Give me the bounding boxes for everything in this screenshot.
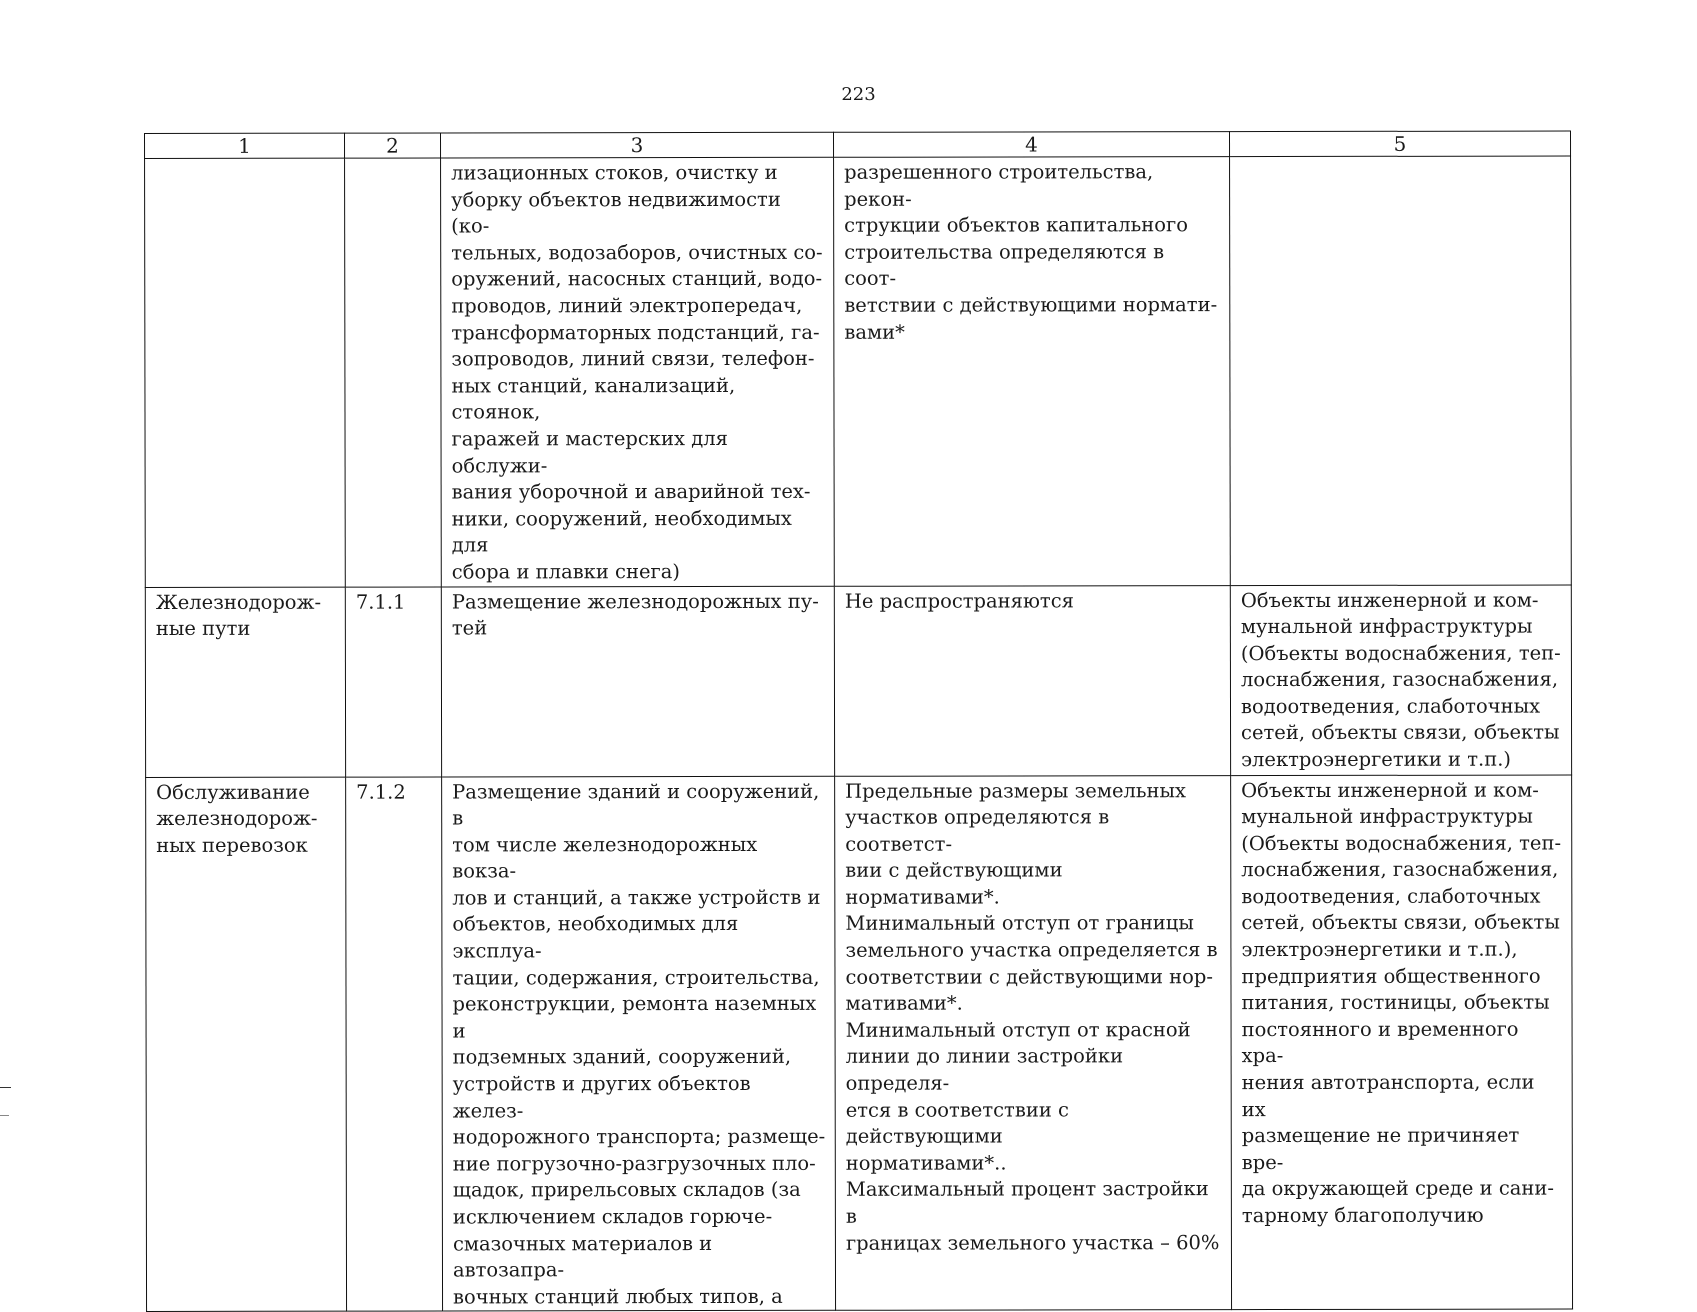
cell-description xyxy=(442,776,836,1312)
land-use-table xyxy=(144,131,1573,1312)
cell-parameters-text: Предельные размеры земельных участков определяются в соответст- вии с действующими нормативами*. Минимальный отступ от границы земельного участка определяется в соответствии с действующими нор- мативами*. Минимальный отступ от красной линии до линии застройки определя- ется в соответствии с действующими нормативами*.. Максимальный процент застройки в границах земельного участка – 60% xyxy=(845,778,1222,1257)
cell-parameters-text: разрешенного строительства, рекон- струкции объектов капитального строительства определяются в соот- ветствии с действующими нормати- вами* xyxy=(844,159,1220,346)
cell-name xyxy=(145,587,345,777)
cell-code xyxy=(345,586,441,776)
cell-name xyxy=(145,158,346,587)
column-header-3: 3 xyxy=(441,132,834,158)
cell-code xyxy=(346,776,443,1311)
cell-code-text: 7.1.2 xyxy=(356,779,432,806)
cell-auxiliary xyxy=(1231,775,1573,1310)
cell-description-text: лизационных стоков, очистку и уборку объектов недвижимости (ко- тельных, водозаборов, очистных со- оружений, насосных станций, водо- проводов, линий электропередач, трансформаторных подстанций, га- зопроводов, линий связи, телефон- ных станций, канализаций, стоянок, гаражей и мастерских для обслужи- вания уборочной и аварийной тех- ники, сооружений, необходимых для сбора и плавки снега) xyxy=(451,160,825,586)
table-row-railway-tracks xyxy=(145,585,1571,777)
cell-code xyxy=(345,158,442,587)
cell-name-text: Обслуживание железнодорож- ных перевозок xyxy=(156,779,336,859)
margin-mark xyxy=(0,1087,11,1088)
header-row xyxy=(145,131,1571,158)
column-header-4: 4 xyxy=(833,132,1229,158)
cell-auxiliary-text: Объекты инженерной и ком- мунальной инфраструктуры (Объекты водоснабжения, теп- лоснабжения, газоснабжения, водоотведения, слаботочных сетей, объекты связи, объекты электроэнергетики и т.п.) xyxy=(1241,587,1562,774)
cell-description-text: Размещение зданий и сооружений, в том числе железнодорожных вокза- лов и станций, а также устройств и объектов, необходимых для эксплуа- тации, содержания, строительства, реконструкции, ремонта наземных и подземных зданий, сооружений, устройств и других объектов желез- нодорожного транспорта; размеще- ние погрузочно-разгрузочных пло- щадок, прирельсовых складов (за исключением складов горюче- смазочных материалов и автозапра- вочных станций любых типов, а xyxy=(452,778,826,1311)
cell-auxiliary-text xyxy=(1240,159,1561,160)
table-row-continued xyxy=(145,156,1572,587)
cell-auxiliary xyxy=(1230,156,1572,585)
cell-auxiliary xyxy=(1230,585,1571,776)
table-row-railway-services xyxy=(146,775,1573,1312)
column-header-5: 5 xyxy=(1229,131,1570,157)
cell-code-text: 7.1.1 xyxy=(356,589,432,616)
cell-auxiliary-text: Объекты инженерной и ком- мунальной инфраструктуры (Объекты водоснабжения, теп- лоснабжения, газоснабжения, водоотведения, слаботочных сетей, объекты связи, объекты электроэнергетики и т.п.), предприятия общественного питания, гостиницы, объекты постоянного и временного хра- нения автотранспорта, если их размещение не причиняет вре- да окружающей среде и сани- тарному благополучию xyxy=(1241,777,1563,1230)
margin-mark xyxy=(0,1115,9,1116)
column-header-2: 2 xyxy=(345,133,441,158)
column-header-1: 1 xyxy=(145,133,345,158)
cell-parameters xyxy=(834,157,1231,586)
page-number: 223 xyxy=(0,84,1697,106)
cell-parameters xyxy=(834,585,1230,776)
cell-description xyxy=(441,586,834,777)
cell-description-text: Размещение железнодорожных пу- тей xyxy=(452,588,825,642)
cell-parameters xyxy=(835,775,1232,1311)
cell-name xyxy=(146,777,347,1312)
cell-parameters-text: Не распространяются xyxy=(845,588,1221,615)
cell-description xyxy=(441,157,835,586)
cell-name-text: Железнодорож- ные пути xyxy=(156,589,336,643)
